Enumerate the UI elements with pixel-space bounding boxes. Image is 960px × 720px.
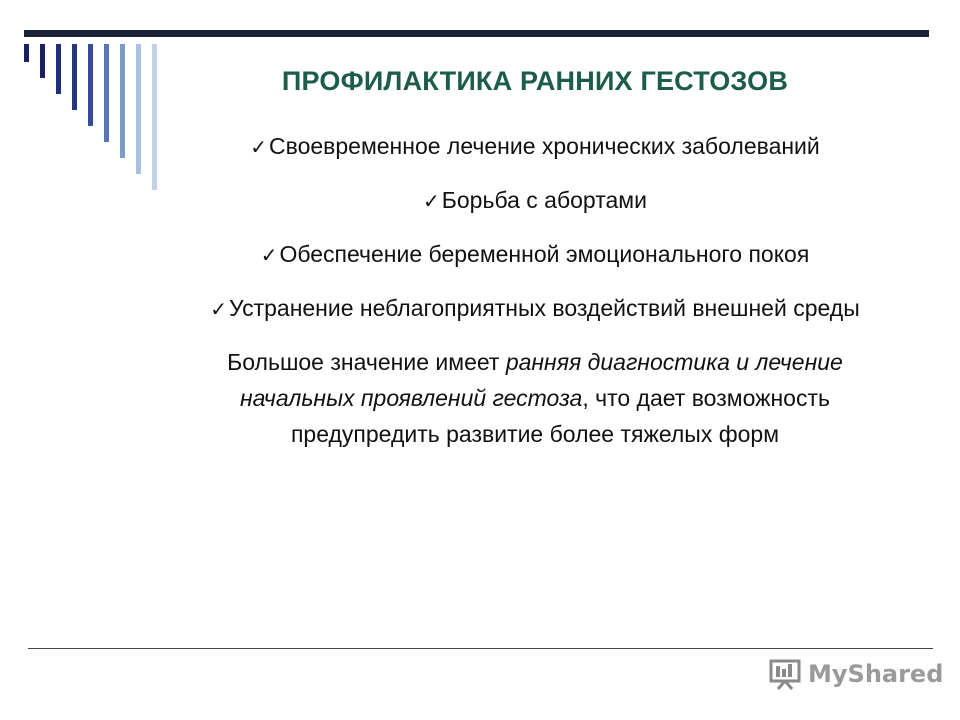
- closing-text-part1: Большое значение имеет: [227, 349, 506, 375]
- check-icon: ✓: [250, 137, 267, 159]
- logo-text: MyShared: [808, 660, 944, 688]
- slide-title: ПРОФИЛАКТИКА РАННИХ ГЕСТОЗОВ: [281, 66, 789, 96]
- stripe-5: [88, 44, 93, 126]
- stripe-7: [120, 44, 125, 158]
- check-icon: ✓: [423, 191, 440, 213]
- bullet-item: [170, 182, 900, 220]
- bullet-text: Борьба с абортами: [441, 187, 647, 213]
- bullet-item: [170, 236, 900, 274]
- top-decorative-bar: [24, 30, 929, 37]
- myshared-logo: [768, 654, 943, 694]
- closing-emphasis: ранняя диагностика и лечение начальных проявлений гестоза: [240, 349, 843, 411]
- stripe-4: [72, 44, 77, 110]
- decorative-stripes: [24, 44, 164, 194]
- stripe-3: [56, 44, 61, 94]
- check-icon: ✓: [260, 245, 278, 267]
- bullet-text: Устранение неблагоприятных воздействий внешней среды: [229, 295, 860, 321]
- stripe-2: [40, 44, 45, 78]
- stripe-9: [152, 44, 157, 190]
- bottom-divider: [28, 648, 933, 649]
- closing-paragraph: [170, 344, 900, 452]
- check-icon: ✓: [210, 299, 227, 321]
- presentation-board-icon: [768, 657, 802, 691]
- bullet-item: [170, 290, 900, 328]
- stripe-1: [24, 44, 29, 62]
- slide-content: [170, 128, 900, 452]
- bullet-text: Обеспечение беременной эмоционального покоя: [279, 241, 810, 267]
- bullet-item: [170, 128, 900, 166]
- bullet-text: Своевременное лечение хронических заболеваний: [269, 133, 820, 159]
- stripe-8: [136, 44, 141, 174]
- closing-text-part2: , что дает возможность предупредить развитие более тяжелых форм: [290, 385, 830, 447]
- stripe-6: [104, 44, 109, 142]
